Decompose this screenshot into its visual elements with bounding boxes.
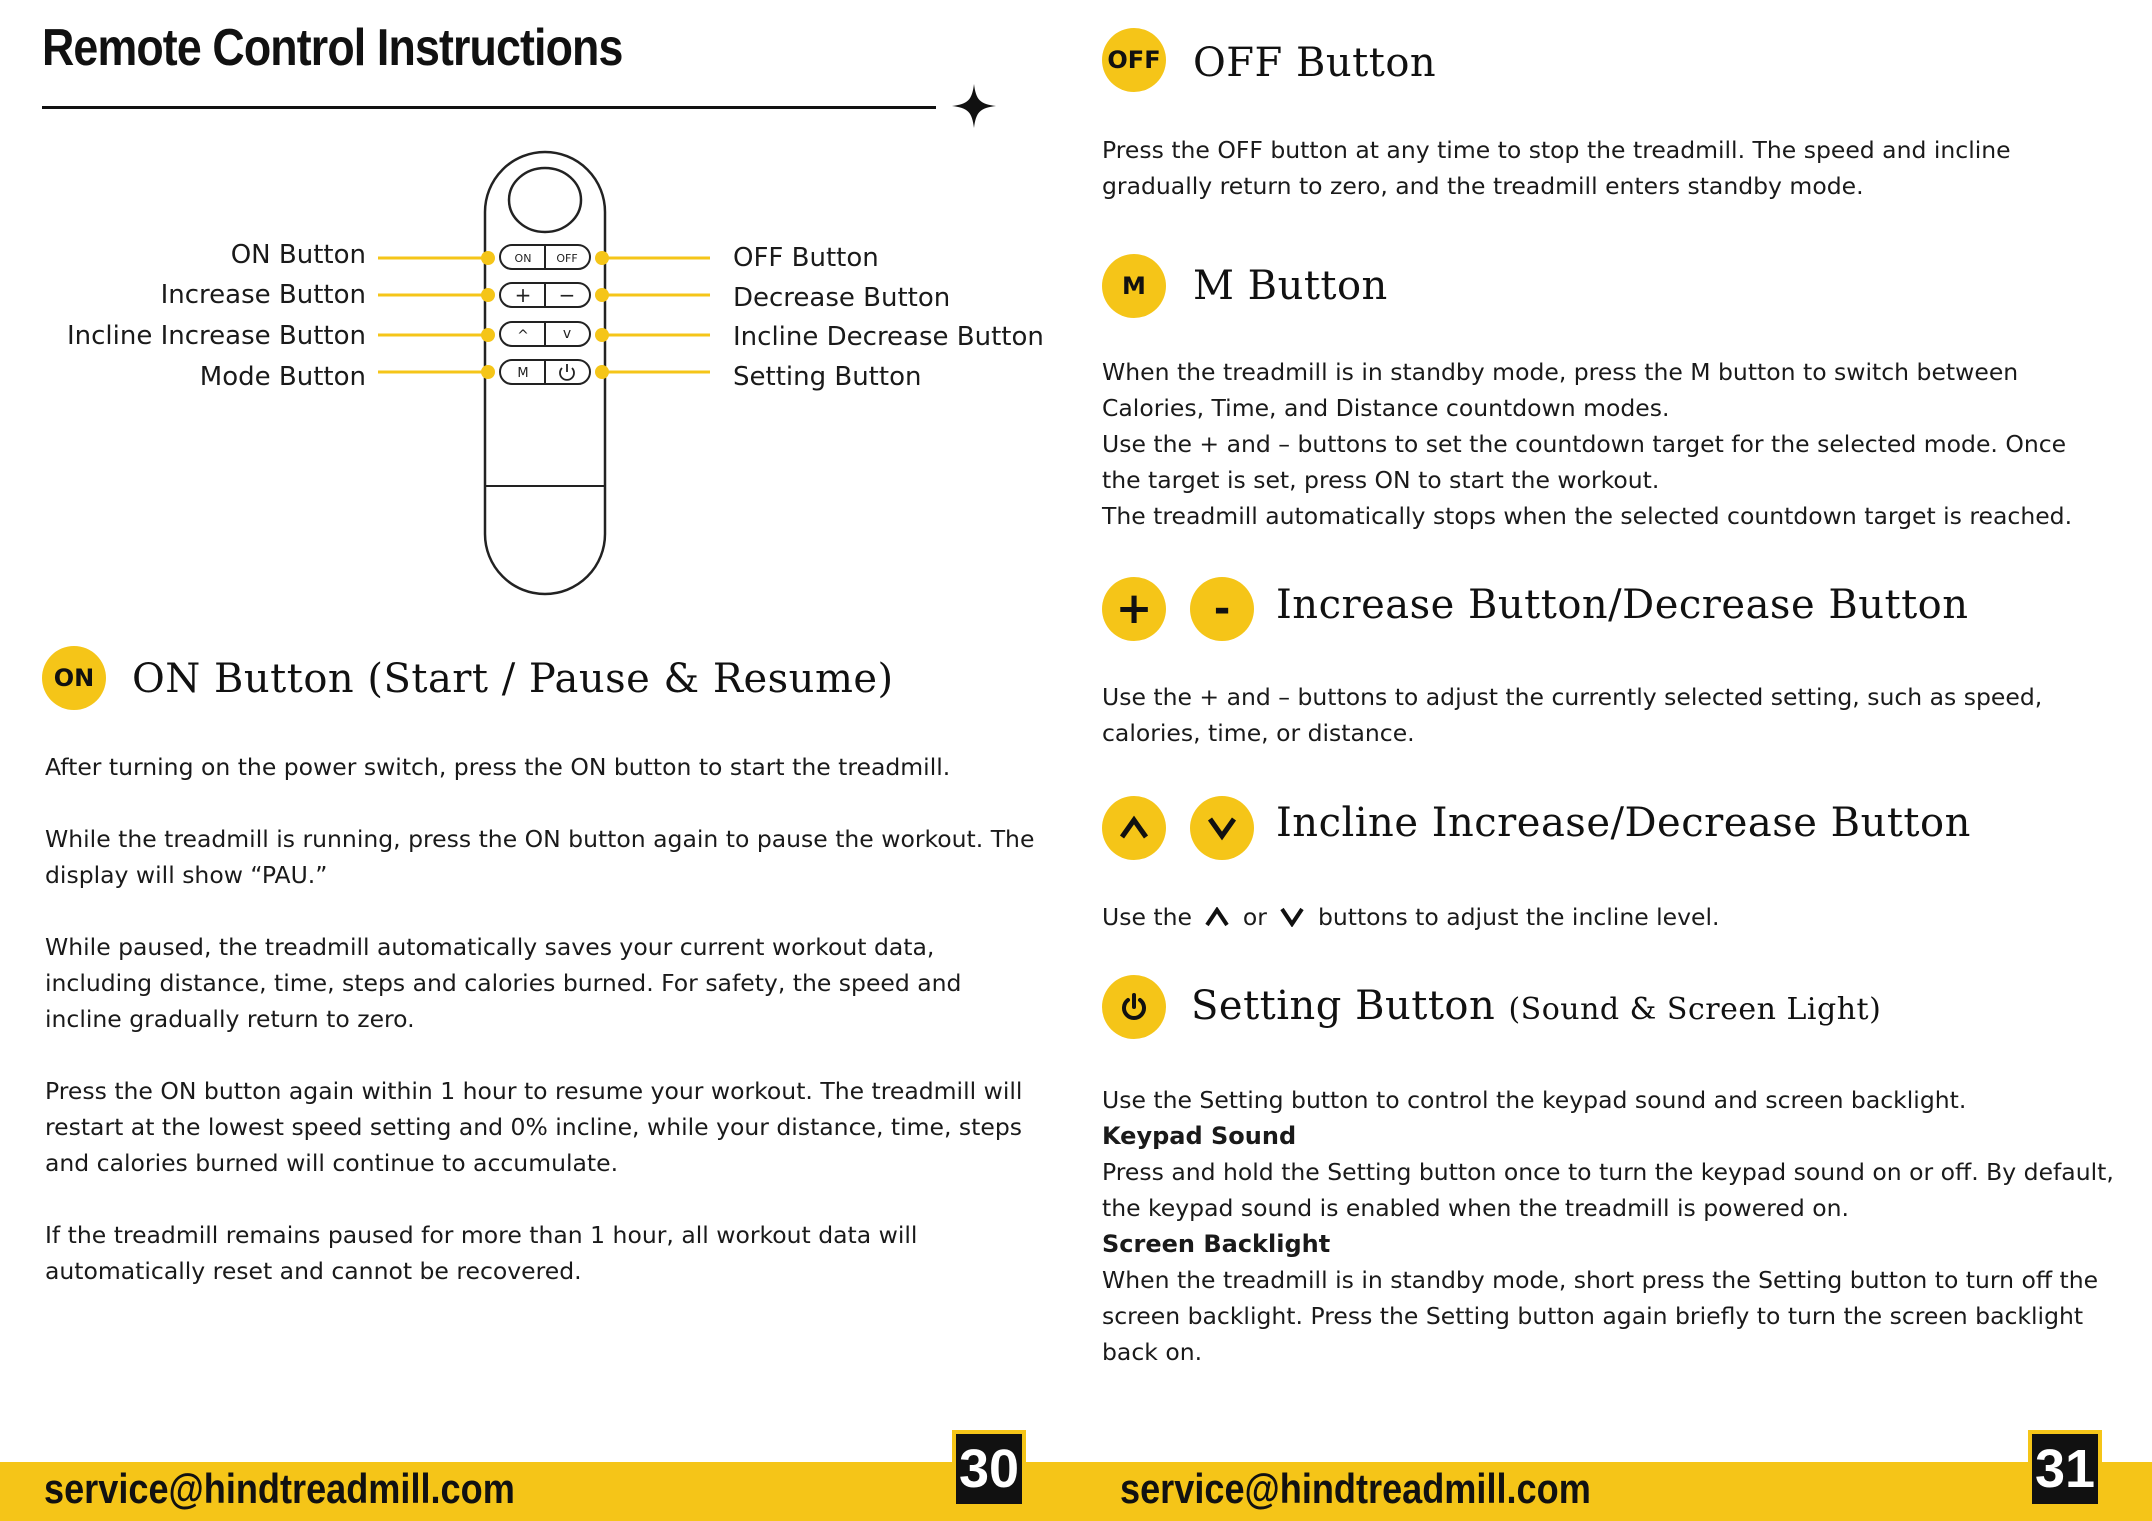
key-up-label: ^ (517, 328, 529, 344)
footer-email-left: service@hindtreadmill.com (44, 1465, 515, 1512)
key-minus-label: − (558, 283, 576, 307)
label-incline-increase-button: Incline Increase Button (66, 321, 366, 351)
off-section-heading: OFF Button (1193, 40, 1437, 86)
keypad-sound-title: Keypad Sound (1102, 1122, 1297, 1150)
minus-badge-icon: - (1190, 577, 1254, 641)
key-down-label: v (562, 326, 572, 342)
m-line-2: Use the + and – buttons to set the countdown target for the selected mode. Once the target is set, press ON to start the workout. (1102, 430, 2067, 494)
footer-email-right: service@hindtreadmill.com (1120, 1465, 1591, 1512)
setting-section-body (1102, 1082, 2122, 1370)
off-badge-icon: OFF (1102, 28, 1166, 92)
key-off-label: OFF (556, 252, 578, 265)
caret-up-icon (1205, 907, 1229, 927)
setting-intro: Use the Setting button to control the keypad sound and screen backlight. (1102, 1086, 1967, 1114)
m-section-body (1102, 354, 2102, 534)
key-plus-label: + (514, 283, 532, 307)
label-off-button: OFF Button (733, 243, 879, 273)
label-mode-button: Mode Button (199, 362, 366, 392)
plus-badge-icon: + (1102, 577, 1166, 641)
incline-up-badge-icon (1102, 796, 1166, 860)
label-incline-decrease-button: Incline Decrease Button (733, 322, 1044, 352)
on-paragraph-1: After turning on the power switch, press the ON button to start the treadmill. (45, 753, 951, 781)
page-number-left: 30 (952, 1430, 1026, 1508)
label-decrease-button: Decrease Button (733, 283, 951, 313)
caret-down-icon (1280, 907, 1304, 927)
off-section-text: Press the OFF button at any time to stop the treadmill. The speed and incline gradually return to zero, and the treadmill enters standby mode. (1102, 136, 2011, 200)
label-setting-button: Setting Button (733, 362, 922, 392)
m-line-1: When the treadmill is in standby mode, press the M button to switch between Calories, Time, and Distance countdown modes. (1102, 358, 2019, 422)
page-number-right: 31 (2028, 1430, 2102, 1508)
on-section-body (45, 749, 1045, 1289)
incline-down-badge-icon (1190, 796, 1254, 860)
incline-section-heading: Incline Increase/Decrease Button (1276, 800, 1971, 846)
keypad-sound-text: Press and hold the Setting button once to turn the keypad sound on or off. By default, the keypad sound is enabled when the treadmill is powered on. (1102, 1158, 2114, 1222)
setting-heading-subtitle: (Sound & Screen Light) (1508, 992, 1882, 1027)
sparkle-icon (950, 82, 998, 130)
label-increase-button: Increase Button (160, 280, 366, 310)
plus-minus-section-text: Use the + and – buttons to adjust the currently selected setting, such as speed, calories, time, or distance. (1102, 683, 2043, 747)
on-paragraph-2: While the treadmill is running, press the ON button again to pause the workout. The display will show “PAU.” (45, 825, 1035, 889)
plus-minus-section-heading: Increase Button/Decrease Button (1276, 582, 1969, 628)
page-title: Remote Control Instructions (42, 19, 623, 77)
on-paragraph-5: If the treadmill remains paused for more than 1 hour, all workout data will automatically reset and cannot be recovered. (45, 1221, 918, 1285)
incline-section-text: Use the or buttons to adjust the incline level. (1102, 903, 1720, 931)
label-on-button: ON Button (230, 240, 366, 270)
m-line-3: The treadmill automatically stops when the selected countdown target is reached. (1102, 502, 2073, 530)
key-m-label: M (517, 366, 529, 381)
screen-backlight-title: Screen Backlight (1102, 1230, 1331, 1258)
on-badge-icon: ON (42, 646, 106, 710)
setting-section-heading: Setting Button (Sound & Screen Light) (1191, 983, 1882, 1029)
on-paragraph-4: Press the ON button again within 1 hour to resume your workout. The treadmill will restart at the lowest speed setting and 0% incline, while your distance, time, steps and calories burned will continue to accumulate. (45, 1077, 1023, 1177)
on-paragraph-3: While paused, the treadmill automatically saves your current workout data, including distance, time, steps and calories burned. For safety, the speed and incline gradually return to zero. (45, 933, 962, 1033)
key-on-label: ON (514, 252, 532, 265)
m-badge-icon: M (1102, 254, 1166, 318)
on-section-heading: ON Button (Start / Pause & Resume) (132, 656, 894, 702)
remote-control-diagram (370, 140, 750, 600)
power-badge-icon (1102, 975, 1166, 1039)
m-section-heading: M Button (1193, 263, 1388, 309)
title-divider (42, 106, 936, 109)
screen-backlight-text: When the treadmill is in standby mode, short press the Setting button to turn off the screen backlight. Press the Setting button again briefly to turn the screen backlight back on. (1102, 1266, 2099, 1366)
